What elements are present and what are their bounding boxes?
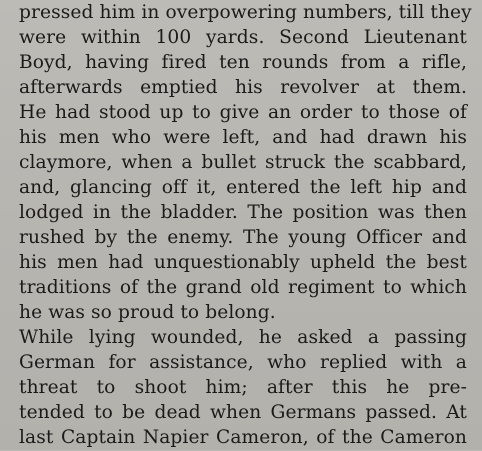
text-line: He had stood up to give an order to those of bbox=[19, 102, 467, 123]
text-line: tended to be dead when Germans passed. At bbox=[19, 402, 467, 423]
text-line: afterwards emptied his revolver at them. bbox=[19, 77, 467, 98]
text-line: he was so proud to belong. bbox=[19, 302, 276, 323]
text-line: threat to shoot him; after this he pre- bbox=[19, 377, 467, 398]
text-line: While lying wounded, he asked a passing bbox=[19, 327, 467, 348]
text-line: pressed him in overpowering numbers, till they bbox=[19, 2, 472, 23]
text-line: Boyd, having fired ten rounds from a rifle, bbox=[19, 52, 467, 73]
text-line: his men had unquestionably upheld the best bbox=[19, 252, 467, 273]
text-line: traditions of the grand old regiment to which bbox=[19, 277, 467, 298]
text-line: claymore, when a bullet struck the scabbard, bbox=[19, 152, 467, 173]
text-line: his men who were left, and had drawn his bbox=[19, 127, 467, 148]
text-line: rushed by the enemy. The young Officer and bbox=[19, 227, 467, 248]
text-line: lodged in the bladder. The position was then bbox=[19, 202, 467, 223]
text-line: last Captain Napier Cameron, of the Cameron bbox=[19, 427, 467, 448]
text-line: and, glancing off it, entered the left hip and bbox=[19, 177, 467, 198]
text-line: were within 100 yards. Second Lieutenant bbox=[19, 27, 467, 48]
text-line: German for assistance, who replied with a bbox=[19, 352, 467, 373]
